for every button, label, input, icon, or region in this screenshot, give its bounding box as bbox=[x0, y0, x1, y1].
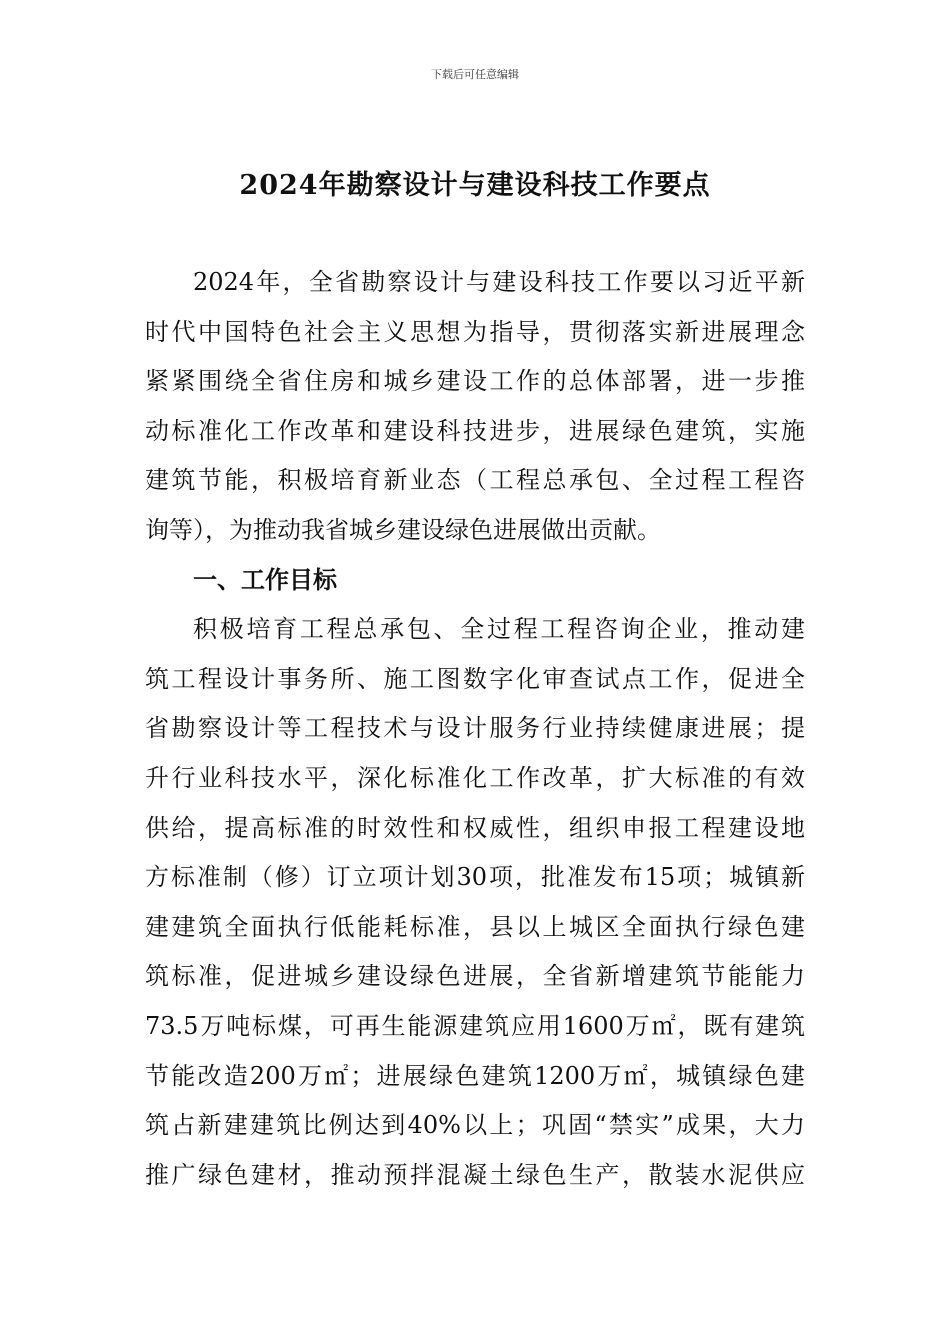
paragraph-line: 方标准制（修）订立项计划30项，批准发布15项；城镇新 bbox=[145, 863, 805, 892]
paragraph-line: 询等），为推动我省城乡建设绿色进展做出贡献。 bbox=[145, 515, 661, 544]
paragraph-line: 供给，提高标准的时效性和权威性，组织申报工程建设地 bbox=[145, 813, 805, 842]
paragraph-line: 筑占新建建筑比例达到40%以上；巩固“禁实”成果，大力 bbox=[145, 1111, 805, 1140]
paragraph-line: 积极培育工程总承包、全过程工程咨询企业，推动建 bbox=[193, 615, 805, 644]
paragraph-line: 筑工程设计事务所、施工图数字化审查试点工作，促进全 bbox=[145, 664, 805, 693]
intro-paragraph bbox=[145, 258, 805, 556]
paragraph-line: 推广绿色建材，推动预拌混凝土绿色生产，散装水泥供应 bbox=[145, 1160, 805, 1189]
paragraph-line: 动标准化工作改革和建设科技进步，进展绿色建筑，实施 bbox=[145, 416, 805, 445]
paragraph-line: 建筑节能，积极培育新业态（工程总承包、全过程工程咨 bbox=[145, 466, 805, 495]
paragraph-line: 2024年，全省勘察设计与建设科技工作要以习近平新 bbox=[193, 268, 805, 296]
paragraph-line: 筑标准，促进城乡建设绿色进展，全省新增建筑节能能力 bbox=[145, 962, 805, 991]
paragraph-line: 建建筑全面执行低能耗标准，县以上城区全面执行绿色建 bbox=[145, 912, 805, 941]
paragraph-line: 紧紧围绕全省住房和城乡建设工作的总体部署，进一步推 bbox=[145, 367, 805, 396]
paragraph-line: 省勘察设计等工程技术与设计服务行业持续健康进展；提 bbox=[145, 714, 805, 743]
page-header-note: 下载后可任意编辑 bbox=[431, 68, 519, 81]
document-title: 2024年勘察设计与建设科技工作要点 bbox=[239, 170, 711, 201]
section-heading: 一、工作目标 bbox=[193, 565, 337, 594]
paragraph-line: 73.5万吨标煤，可再生能源建筑应用1600万㎡，既有建筑 bbox=[145, 1011, 805, 1040]
section-paragraph bbox=[145, 605, 805, 1200]
paragraph-line: 时代中国特色社会主义思想为指导，贯彻落实新进展理念 bbox=[145, 317, 805, 346]
paragraph-line: 节能改造200万㎡；进展绿色建筑1200万㎡，城镇绿色建 bbox=[145, 1061, 805, 1090]
paragraph-line: 升行业科技水平，深化标准化工作改革，扩大标准的有效 bbox=[145, 763, 805, 792]
document-body bbox=[145, 258, 805, 1200]
